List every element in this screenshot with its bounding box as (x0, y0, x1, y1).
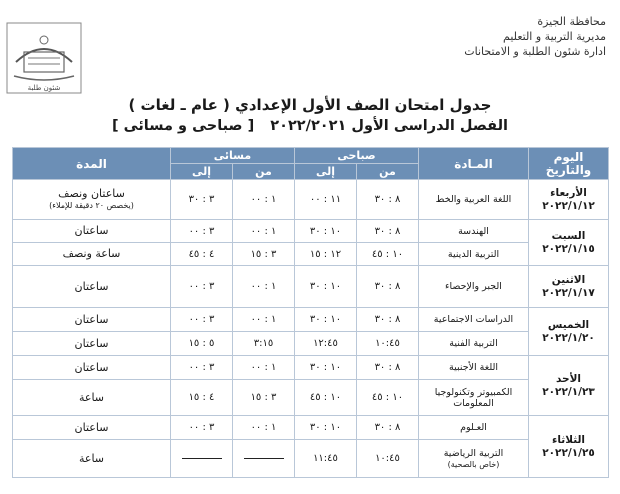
table-row (13, 220, 609, 243)
morning-from-cell: ٨ : ٣٠ (357, 308, 419, 332)
morning-from-cell: ٨ : ٣٠ (357, 356, 419, 380)
directorate-header (346, 14, 606, 59)
day-cell: الأحد ٢٠٢٢/١/٢٣ (529, 356, 609, 416)
header-day-date: اليوم والتاريخ (529, 148, 609, 180)
day-cell: الاثنين ٢٠٢٢/١/١٧ (529, 266, 609, 308)
governorate-name: محافظة الجيزة (537, 15, 606, 28)
day-cell: الخميس ٢٠٢٢/١/٢٠ (529, 308, 609, 356)
table-row (13, 266, 609, 308)
directorate-logo (6, 22, 82, 94)
subject-cell: الدراسات الاجتماعية (419, 308, 529, 332)
day-cell: الثلاثاء ٢٠٢٢/١/٢٥ (529, 416, 609, 478)
morning-from-cell: ٨ : ٣٠ (357, 220, 419, 243)
evening-from-cell: ١ : ٠٠ (233, 180, 295, 220)
table-row (13, 356, 609, 380)
morning-to-cell: ١٢ : ١٥ (295, 243, 357, 266)
evening-from-cell: ١ : ٠٠ (233, 220, 295, 243)
term-label: الفصل الدراسى الأول ٢٠٢٢/٢٠٢١ (270, 118, 508, 134)
morning-to-cell: ١٠ : ٣٠ (295, 416, 357, 440)
table-row (13, 308, 609, 332)
duration-cell: ساعتان (13, 416, 171, 440)
evening-to-cell: ٣ : ٠٠ (171, 416, 233, 440)
subject-cell: الجبر والإحصاء (419, 266, 529, 308)
header-morning: صباحى (295, 148, 419, 164)
evening-from-cell: ١ : ٠٠ (233, 308, 295, 332)
morning-to-cell: ١٠ : ٣٠ (295, 220, 357, 243)
table-row (13, 180, 609, 220)
morning-from-cell: ٨ : ٣٠ (357, 180, 419, 220)
morning-to-cell: ١٠ : ٤٥ (295, 380, 357, 416)
morning-to-cell: ١٢:٤٥ (295, 332, 357, 356)
morning-to-cell: ١٠ : ٣٠ (295, 266, 357, 308)
evening-to-cell: ٣ : ٠٠ (171, 220, 233, 243)
evening-to-cell: ٣ : ٠٠ (171, 266, 233, 308)
subject-cell: اللغة الأجنبية (419, 356, 529, 380)
day-cell: الأربعاء ٢٠٢٢/١/١٢ (529, 180, 609, 220)
directorate-name: مديرية التربية و التعليم (503, 30, 606, 43)
evening-to-cell: ٤ : ١٥ (171, 380, 233, 416)
table-row (13, 332, 609, 356)
schedule-title: جدول امتحان الصف الأول الإعدادي ( عام ـ لغات ) (128, 96, 492, 114)
duration-note: (يخصص ٢٠ دقيقة للإملاء) (49, 200, 134, 210)
morning-from-cell: ١٠:٤٥ (357, 440, 419, 478)
svg-text:شئون طلبة: شئون طلبة (27, 84, 61, 92)
evening-from-cell: ٣ : ١٥ (233, 380, 295, 416)
morning-to-cell: ١٠ : ٣٠ (295, 356, 357, 380)
header-morning-from: من (357, 164, 419, 180)
duration-cell: ساعتان (13, 356, 171, 380)
morning-from-cell: ٨ : ٣٠ (357, 416, 419, 440)
header-evening: مسائى (171, 148, 295, 164)
period-label: [ صباحى و مسائى ] (112, 118, 255, 134)
table-row (13, 416, 609, 440)
subject-cell: التربية الرياضية (خاص بالصحية) (419, 440, 529, 478)
morning-from-cell: ١٠:٤٥ (357, 332, 419, 356)
day-cell: السبت ٢٠٢٢/١/١٥ (529, 220, 609, 266)
duration-cell: ساعتان ونصف (يخصص ٢٠ دقيقة للإملاء) (13, 180, 171, 220)
evening-from-cell: ١ : ٠٠ (233, 416, 295, 440)
subject-cell: التربية الدينية (419, 243, 529, 266)
evening-to-cell: ٣ : ٣٠ (171, 180, 233, 220)
morning-to-cell: ١١ : ٠٠ (295, 180, 357, 220)
evening-to-cell: ٥ : ١٥ (171, 332, 233, 356)
duration-cell: ساعتان (13, 220, 171, 243)
evening-from-cell: ٣:١٥ (233, 332, 295, 356)
table-row (13, 440, 609, 478)
empty-dash (182, 458, 222, 459)
subject-note: (خاص بالصحية) (447, 459, 500, 469)
department-name: ادارة شئون الطلبة و الامتحانات (464, 45, 606, 58)
header-subject: المـادة (419, 148, 529, 180)
evening-from-cell: ١ : ٠٠ (233, 266, 295, 308)
morning-from-cell: ١٠ : ٤٥ (357, 380, 419, 416)
evening-to-cell: ٣ : ٠٠ (171, 356, 233, 380)
duration-cell: ساعتان (13, 308, 171, 332)
header-duration: المدة (13, 148, 171, 180)
subject-cell: اللغة العربية والخط (419, 180, 529, 220)
evening-to-cell (171, 440, 233, 478)
evening-from-cell (233, 440, 295, 478)
empty-dash (244, 458, 284, 459)
duration-cell: ساعة (13, 380, 171, 416)
morning-from-cell: ٨ : ٣٠ (357, 266, 419, 308)
header-evening-from: من (233, 164, 295, 180)
subject-cell: التربية الفنية (419, 332, 529, 356)
exam-schedule-table (12, 147, 609, 478)
morning-to-cell: ١١:٤٥ (295, 440, 357, 478)
subject-cell: الكمبيوتر وتكنولوجيا المعلومات (419, 380, 529, 416)
duration-cell: ساعتان (13, 266, 171, 308)
evening-to-cell: ٤ : ٤٥ (171, 243, 233, 266)
subject-cell: العـلوم (419, 416, 529, 440)
table-row (13, 243, 609, 266)
duration-cell: ساعتان (13, 332, 171, 356)
duration-cell: ساعة ونصف (13, 243, 171, 266)
subject-cell: الهندسة (419, 220, 529, 243)
morning-to-cell: ١٠ : ٣٠ (295, 308, 357, 332)
evening-from-cell: ١ : ٠٠ (233, 356, 295, 380)
header-morning-to: إلى (295, 164, 357, 180)
evening-to-cell: ٣ : ٠٠ (171, 308, 233, 332)
header-evening-to: إلى (171, 164, 233, 180)
evening-from-cell: ٣ : ١٥ (233, 243, 295, 266)
schedule-subtitle (20, 118, 600, 134)
morning-from-cell: ١٠ : ٤٥ (357, 243, 419, 266)
table-row (13, 380, 609, 416)
duration-cell: ساعة (13, 440, 171, 478)
